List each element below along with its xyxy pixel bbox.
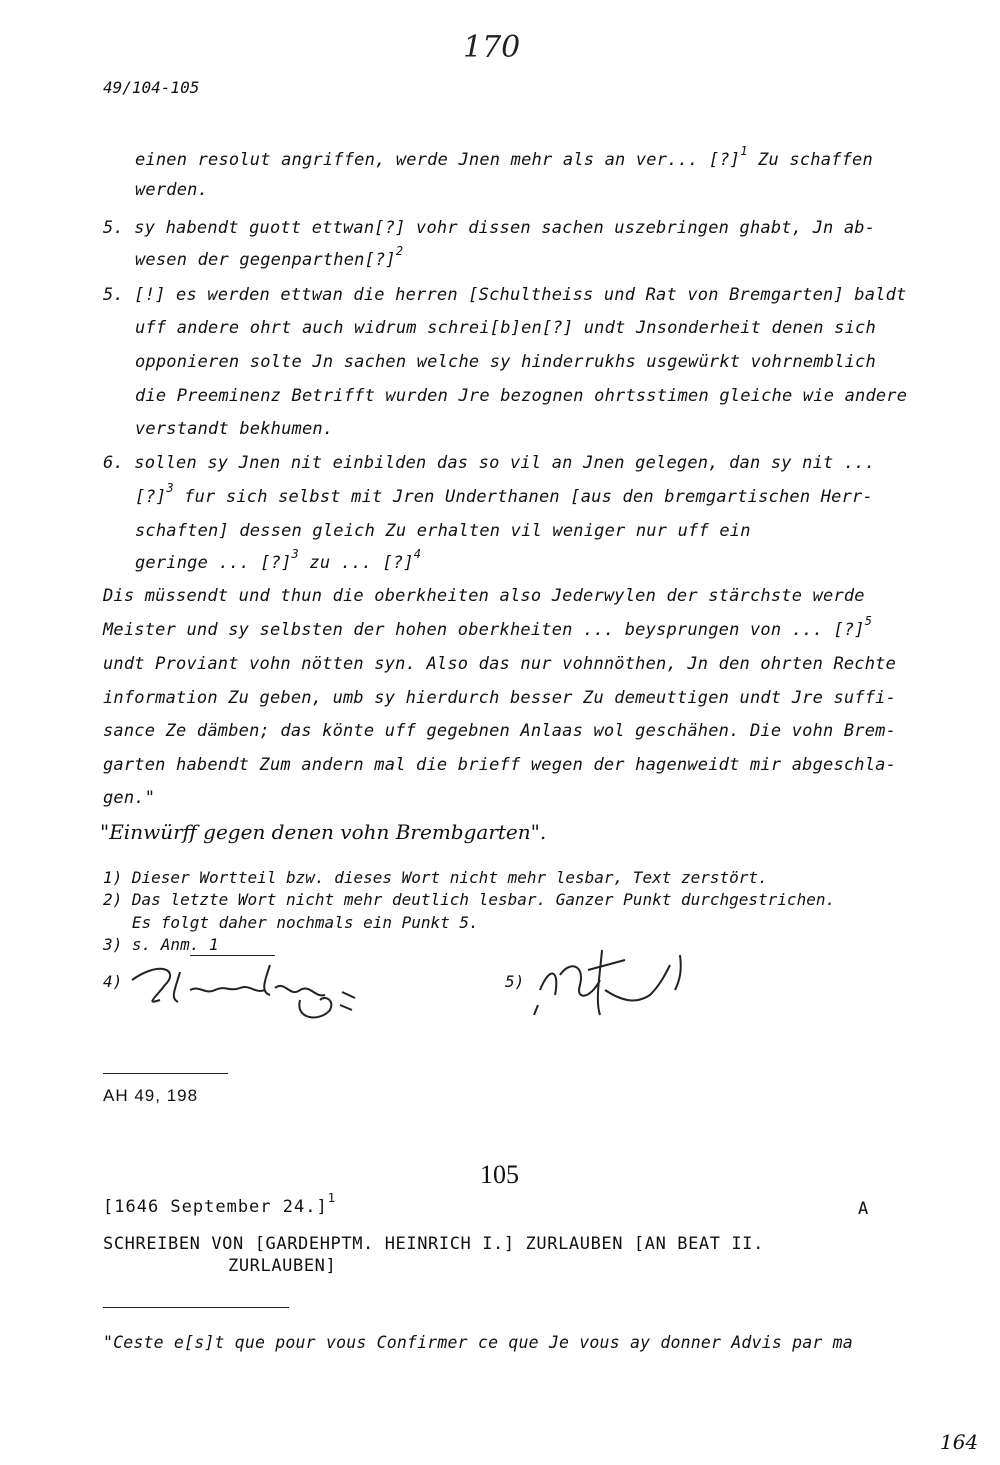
body-line-text: verstandt bekhumen. [135, 419, 334, 439]
body-line [103, 688, 896, 708]
body-line [135, 481, 873, 507]
footnote-marker: 4 [413, 547, 422, 561]
footnote-marker: 5 [864, 614, 873, 628]
body-line-text: sance Ze dämben; das könte uff gegebnen Anlaas wol geschähen. Die vohn Brem- [103, 721, 897, 741]
entry-date-footnote: 1 [327, 1191, 336, 1205]
body-line [135, 144, 873, 170]
body-line [103, 453, 875, 473]
entry-rule [103, 1307, 289, 1308]
body-line-text: [?] [135, 487, 167, 507]
body-line-text: 5. [!] es werden ettwan die herren [Schultheiss und Rat von Bremgarten] baldt [103, 285, 907, 305]
body-line-continuation: Zu schaffen [747, 150, 873, 170]
body-line-text: information Zu geben, umb sy hierdurch besser Zu demeuttigen undt Jre suffi- [103, 688, 897, 708]
body-line-text: wesen der gegenparthen[?] [135, 250, 396, 270]
footnote-4-label: 4) [103, 972, 123, 991]
handwritten-title: "Einwürff gegen denen vohn Brembgarten". [100, 820, 547, 844]
footnote-marker: 3 [166, 481, 174, 495]
footnote-marker: 2 [395, 244, 404, 258]
body-line [103, 218, 875, 238]
body-line [103, 755, 896, 775]
body-line [135, 419, 333, 439]
body-line [135, 386, 907, 406]
entry-number: 105 [480, 1160, 519, 1189]
body-line [103, 614, 873, 640]
body-line-text: 6. sollen sy Jnen nit einbilden das so vil an Jnen gelegen, dan sy nit ... [103, 453, 876, 473]
body-line-continuation: fur sich selbst mit Jren Underthanen [aus den bremgartischen Herr- [173, 487, 873, 507]
footnote-line: 3) s. Anm. 1 [103, 935, 219, 954]
body-line-text: undt Proviant vohn nötten syn. Also das nur vohnnöthen, Jn den ohrten Rechte [103, 654, 897, 674]
footnote-line: Es folgt daher nochmals ein Punkt 5. [103, 913, 479, 932]
footnote-line: 2) Das letzte Wort nicht mehr deutlich lesbar. Ganzer Punkt durchgestrichen. [103, 890, 836, 909]
body-line [103, 654, 896, 674]
footnote-marker: 3 [291, 547, 299, 561]
body-line-text: geringe ... [?] [135, 553, 292, 573]
body-line-text: Dis müssendt und thun die oberkheiten also Jederwylen der stärchste werde [103, 586, 865, 606]
body-line [103, 285, 906, 305]
body-line-text: Meister und sy selbsten der hohen oberkheiten ... beysprungen von ... [?] [103, 620, 865, 640]
archive-reference: AH 49, 198 [103, 1086, 199, 1105]
body-line [103, 721, 896, 741]
body-line [135, 318, 876, 338]
footnote-marker: 1 [740, 144, 748, 158]
body-line [135, 521, 751, 541]
body-line-text: 5. sy habendt guott ettwan[?] vohr dissen sachen uszebringen ghabt, Jn ab- [103, 218, 876, 238]
entry-date [103, 1191, 336, 1217]
body-line [103, 788, 155, 808]
body-line-text: die Preeminenz Betrifft wurden Jre bezognen ohrtsstimen gleiche wie andere [135, 386, 908, 406]
entry-heading-line2: ZURLAUBEN] [228, 1256, 337, 1276]
body-line-text: gen." [103, 788, 156, 808]
body-line [103, 586, 865, 606]
body-line-text: schaften] dessen gleich Zu erhalten vil weniger nur uff ein [135, 521, 751, 541]
entry-date-text: [1646 September 24.] [103, 1197, 328, 1217]
entry-letter: A [858, 1199, 870, 1219]
handwritten-corner-mark: 164 [940, 1430, 979, 1454]
signature-5-image [530, 945, 690, 1025]
body-line [135, 180, 208, 200]
doc-reference: 49/104-105 [103, 78, 200, 97]
body-line [135, 244, 404, 270]
handwritten-page-number: 170 [463, 30, 521, 65]
body-line-text: garten habendt Zum andern mal die brieff wegen der hagenweidt mir abgeschla- [103, 755, 897, 775]
body-line-text: einen resolut angriffen, werde Jnen mehr als an ver... [?] [135, 150, 741, 170]
body-line-text: opponieren solte Jn sachen welche sy hinderrukhs usgewürkt vohrnemblich [135, 352, 876, 372]
footnote-5-label: 5) [505, 972, 525, 991]
entry-quote: "Ceste e[s]t que pour vous Confirmer ce que Je vous ay donner Advis par ma [103, 1333, 853, 1352]
archive-rule [103, 1073, 228, 1074]
entry-heading-line1: SCHREIBEN VON [GARDEHPTM. HEINRICH I.] ZURLAUBEN [AN BEAT II. [103, 1234, 764, 1254]
body-line [135, 352, 876, 372]
body-line [135, 547, 422, 573]
body-line-continuation: zu ... [?] [298, 553, 414, 573]
body-line-text: uff andere ohrt auch widrum schrei[b]en[?] undt Jnsonderheit denen sich [135, 318, 876, 338]
footnote-line: 1) Dieser Wortteil bzw. dieses Wort nicht mehr lesbar, Text zerstört. [103, 868, 768, 887]
body-line-text: werden. [135, 180, 209, 200]
signature-4-image [120, 950, 360, 1025]
